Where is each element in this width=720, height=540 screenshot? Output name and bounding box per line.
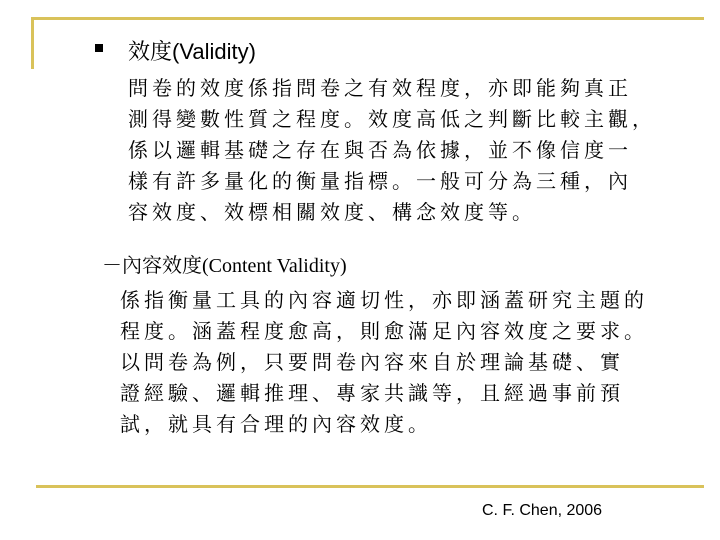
bottom-border-line — [36, 485, 704, 488]
heading-english: (Validity) — [172, 39, 256, 64]
paragraph-line: 以問卷為例，只要問卷內容來自於理論基礎、實 — [120, 350, 624, 374]
paragraph-line: 係指衡量工具的內容適切性，亦即涵蓋研究主題的 — [120, 288, 648, 312]
square-bullet-icon — [95, 44, 103, 52]
heading-chinese: 效度 — [128, 40, 173, 65]
paragraph-line: 測得變數性質之程度。效度高低之判斷比較主觀， — [128, 107, 656, 131]
subheading-chinese: －內容效度 — [102, 253, 202, 277]
top-border-line — [32, 17, 704, 20]
left-border-line — [31, 17, 34, 69]
content-validity-paragraph — [120, 285, 648, 440]
paragraph-line: 容效度、效標相關效度、構念效度等。 — [128, 200, 536, 224]
author-credit: C. F. Chen, 2006 — [482, 502, 603, 519]
content-validity-subheading — [102, 249, 347, 278]
paragraph-line: 樣有許多量化的衡量指標。一般可分為三種，內 — [128, 169, 632, 193]
slide-heading — [128, 35, 256, 66]
paragraph-line: 係以邏輯基礎之存在與否為依據，並不像信度一 — [128, 138, 632, 162]
paragraph-line: 程度。涵蓋程度愈高，則愈滿足內容效度之要求。 — [120, 319, 648, 343]
paragraph-line: 證經驗、邏輯推理、專家共識等，且經過事前預 — [120, 381, 624, 405]
validity-paragraph — [128, 73, 656, 228]
paragraph-line: 問卷的效度係指問卷之有效程度，亦即能夠真正 — [128, 76, 632, 100]
subheading-english: (Content Validity) — [202, 255, 347, 277]
paragraph-line: 試，就具有合理的內容效度。 — [120, 412, 432, 436]
